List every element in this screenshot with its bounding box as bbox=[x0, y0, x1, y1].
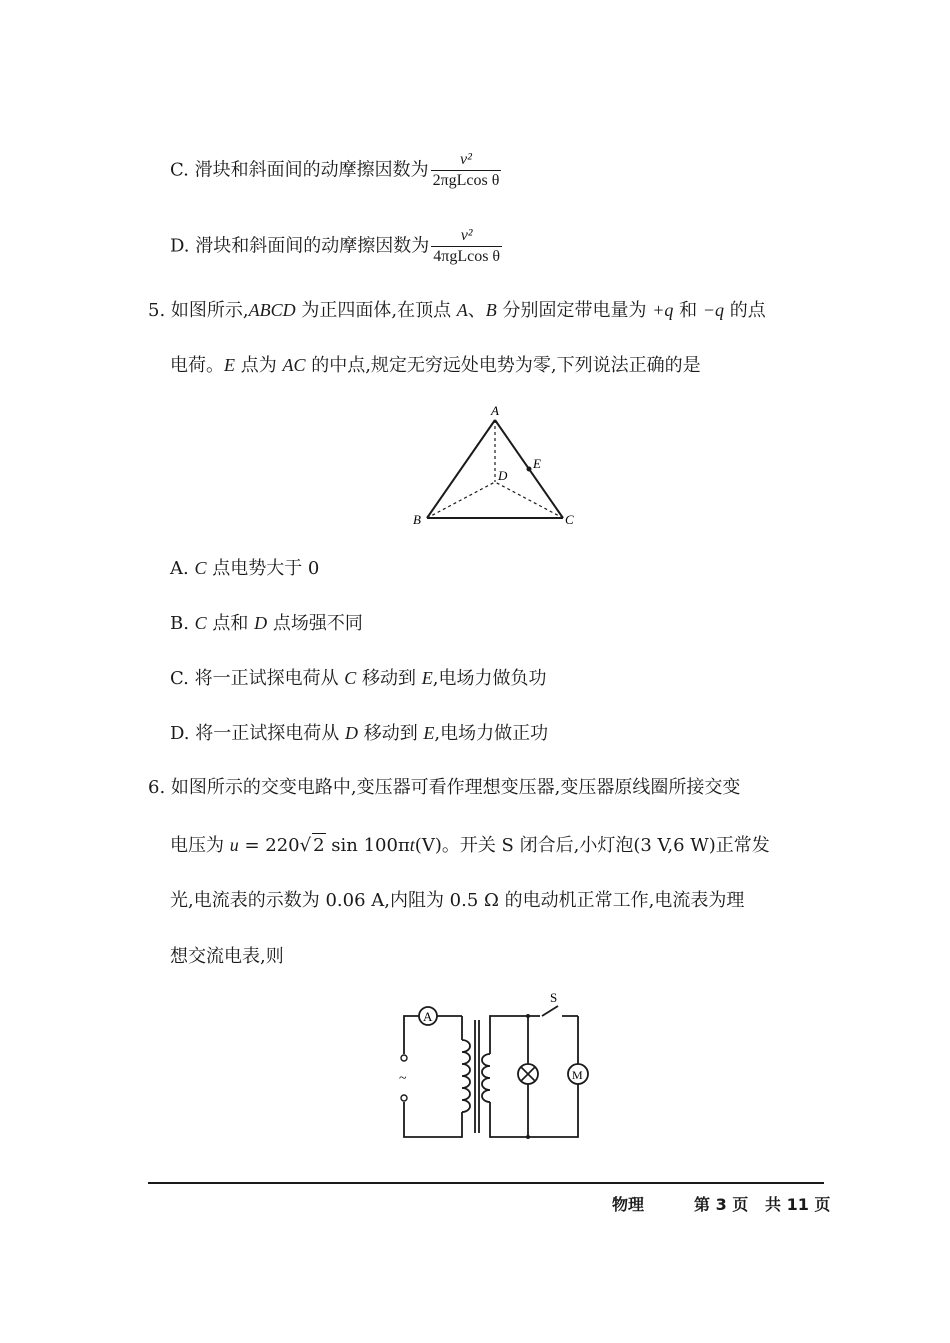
q4-option-d-fraction: $\frac{\text{v²}}{\text{4πgLcos θ}}$ bbox=[433, 227, 501, 265]
source-terminal-bottom bbox=[401, 1095, 407, 1101]
footer-subject: 物理 bbox=[612, 1195, 645, 1214]
source-symbol: ~ bbox=[399, 1071, 407, 1086]
junction-bottom bbox=[526, 1135, 530, 1139]
q4-option-c-fraction: $\frac{\text{v²}}{\text{2πgLcos θ}}$ bbox=[432, 151, 500, 189]
label-c: C bbox=[565, 512, 574, 527]
footer-total: 共 11 页 bbox=[765, 1195, 831, 1214]
edge-cd bbox=[495, 482, 563, 518]
secondary-wire-top bbox=[490, 1016, 578, 1054]
point-e bbox=[527, 467, 532, 472]
q4-option-d: D. 滑块和斜面间的动摩擦因数为 $\frac{\text{v²}}{\text{4πgLcos θ}}$ bbox=[170, 227, 501, 265]
label-d: D bbox=[498, 468, 508, 483]
junction-top bbox=[526, 1014, 530, 1018]
q6-stem-line1: 6. 如图所示的交变电路中,变压器可看作理想变压器,变压器原线圈所接交变 bbox=[148, 777, 741, 798]
q5-option-c: C. 将一正试探电荷从 C 移动到 E,电场力做负功 bbox=[170, 668, 547, 689]
source-terminal-top bbox=[401, 1055, 407, 1061]
switch-label: S bbox=[550, 990, 558, 1005]
label-a: A bbox=[491, 403, 499, 418]
label-e: E bbox=[533, 456, 541, 471]
label-b: B bbox=[413, 512, 421, 527]
edge-ab bbox=[427, 420, 495, 518]
primary-wire-bottom bbox=[404, 1102, 462, 1137]
q4-option-c: C. 滑块和斜面间的动摩擦因数为 $\frac{\text{v²}}{\text{2πgLcos θ}}$ bbox=[170, 151, 500, 189]
q5-option-b: B. C 点和 D 点场强不同 bbox=[170, 613, 363, 634]
primary-wire-top bbox=[404, 1016, 419, 1054]
q5-option-d: D. 将一正试探电荷从 D 移动到 E,电场力做正功 bbox=[170, 723, 549, 744]
circuit-figure bbox=[390, 990, 600, 1150]
q6-stem-line4: 想交流电表,则 bbox=[170, 946, 284, 967]
primary-coil bbox=[462, 1040, 470, 1112]
ammeter-label: A bbox=[423, 1009, 433, 1024]
footer-page: 第 3 页 bbox=[694, 1195, 749, 1214]
q5-option-a: A. C 点电势大于 0 bbox=[170, 558, 320, 579]
q6-stem-line3: 光,电流表的示数为 0.06 A,内阻为 0.5 Ω 的电动机正常工作,电流表为理 bbox=[170, 890, 745, 911]
footer-rule bbox=[148, 1182, 824, 1184]
motor-label: M bbox=[572, 1068, 583, 1082]
tetrahedron-figure bbox=[405, 400, 585, 535]
q5-stem-line2: 电荷。E 点为 AC 的中点,规定无穷远处电势为零,下列说法正确的是 bbox=[170, 355, 701, 376]
secondary-coil bbox=[482, 1054, 490, 1102]
q5-stem-line1: 5. 如图所示,ABCD 为正四面体,在顶点 A、B 分别固定带电量为 +q 和 −q 的点 bbox=[148, 300, 766, 321]
q6-stem-line2: 电压为 u = 220√ 2 sin 100πt(V)。开关 S 闭合后,小灯泡(3 V,6 W)正常发 bbox=[170, 835, 770, 856]
edge-bd bbox=[427, 482, 495, 518]
